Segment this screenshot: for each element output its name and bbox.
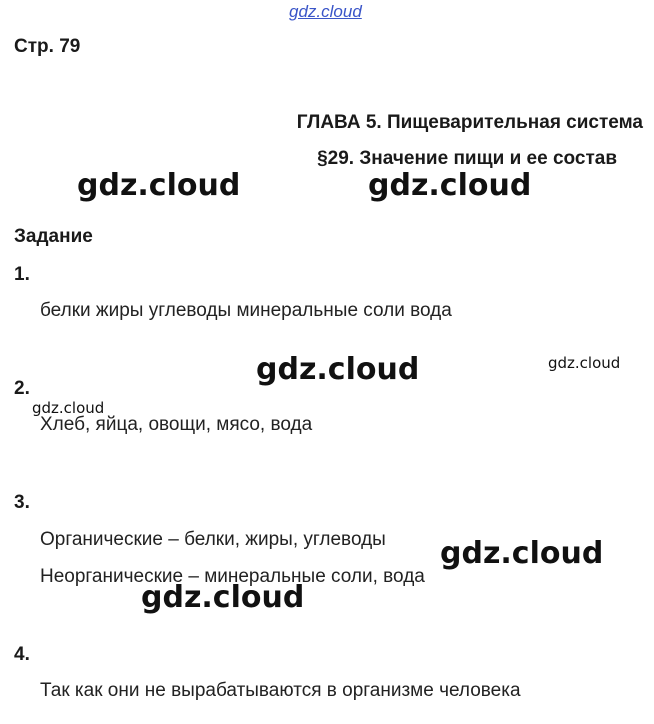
answer-number-2: 2. — [14, 378, 30, 399]
answer-number-1: 1. — [14, 264, 30, 285]
watermark: gdz.cloud — [368, 168, 532, 203]
task-heading: Задание — [14, 226, 93, 247]
answer-3-line-1: Органические – белки, жиры, углеводы — [40, 529, 386, 550]
answer-number-3: 3. — [14, 492, 30, 513]
answer-2-line-1: Хлеб, яйца, овощи, мясо, вода — [40, 414, 313, 435]
chapter-title: ГЛАВА 5. Пищеварительная система — [296, 112, 643, 133]
answer-number-4: 4. — [14, 644, 30, 665]
watermark: gdz.cloud — [440, 536, 604, 571]
watermark: gdz.cloud — [548, 354, 621, 372]
page-number: Стр. 79 — [14, 36, 81, 57]
watermark: gdz.cloud — [77, 168, 241, 203]
answer-4-line-1: Так как они не вырабатываются в организме человека — [40, 680, 521, 701]
watermark: gdz.cloud — [141, 580, 305, 615]
watermark: gdz.cloud — [256, 352, 420, 387]
top-watermark-link[interactable]: gdz.cloud — [289, 2, 362, 21]
answer-1-line-1: белки жиры углеводы минеральные соли вода — [40, 300, 452, 321]
section-title: §29. Значение пищи и ее состав — [317, 148, 617, 169]
watermark: gdz.cloud — [32, 399, 105, 417]
answer-3-line-2: Неорганические – минеральные соли, вода — [40, 566, 425, 587]
